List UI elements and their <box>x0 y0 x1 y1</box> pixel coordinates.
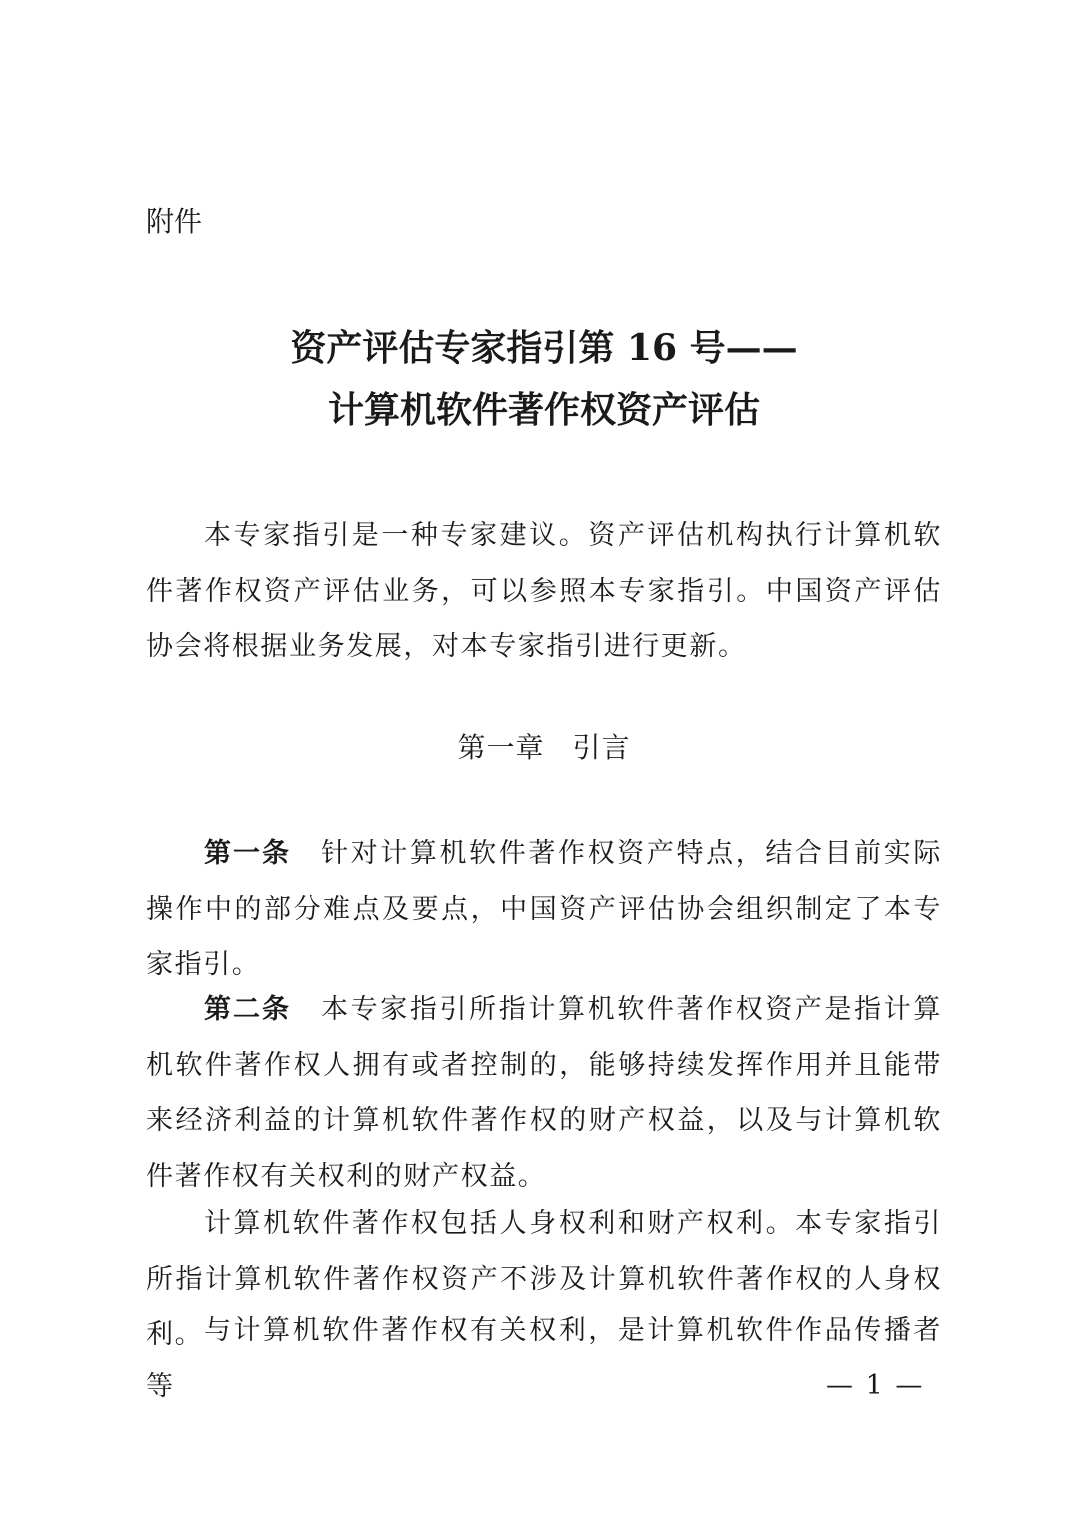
document-title-line-2: 计算机软件著作权资产评估 <box>327 389 760 431</box>
paragraph-related-rights: 与计算机软件著作权有关权利，是计算机软件作品传播者等 <box>146 1315 942 1402</box>
chapter-title: 引言 <box>572 731 631 764</box>
article-1-number: 第一条 <box>204 838 292 869</box>
article-1-text: 针对计算机软件著作权资产特点，结合目前实际操作中的部分难点及要点，中国资产评估协会组织制定了本专家指引。 <box>146 838 943 980</box>
article-2-number: 第二条 <box>204 994 292 1025</box>
paragraph-personal-rights: 计算机软件著作权包括人身权利和财产权利。本专家指引所指计算机软件著作权资产不涉及计算机软件著作权的人身权利。 <box>146 1208 942 1350</box>
chapter-heading <box>146 724 942 772</box>
article-2 <box>146 982 942 1204</box>
article-2-text: 本专家指引所指计算机软件著作权资产是指计算机软件著作权人拥有或者控制的，能够持续发挥作用并且能带来经济利益的计算机软件著作权的财产权益，以及与计算机软件著作权有关权利的财产权益。 <box>146 994 943 1192</box>
attachment-label: 附件 <box>146 205 203 238</box>
page-number: — 1 — <box>826 1370 925 1401</box>
chapter-number: 第一章 <box>457 731 545 764</box>
article-1 <box>146 826 942 993</box>
document-title-line-1: 资产评估专家指引第 16 号—— <box>290 327 798 369</box>
intro-paragraph: 本专家指引是一种专家建议。资产评估机构执行计算机软件著作权资产评估业务，可以参照本专家指引。中国资产评估协会将根据业务发展，对本专家指引进行更新。 <box>146 520 942 662</box>
